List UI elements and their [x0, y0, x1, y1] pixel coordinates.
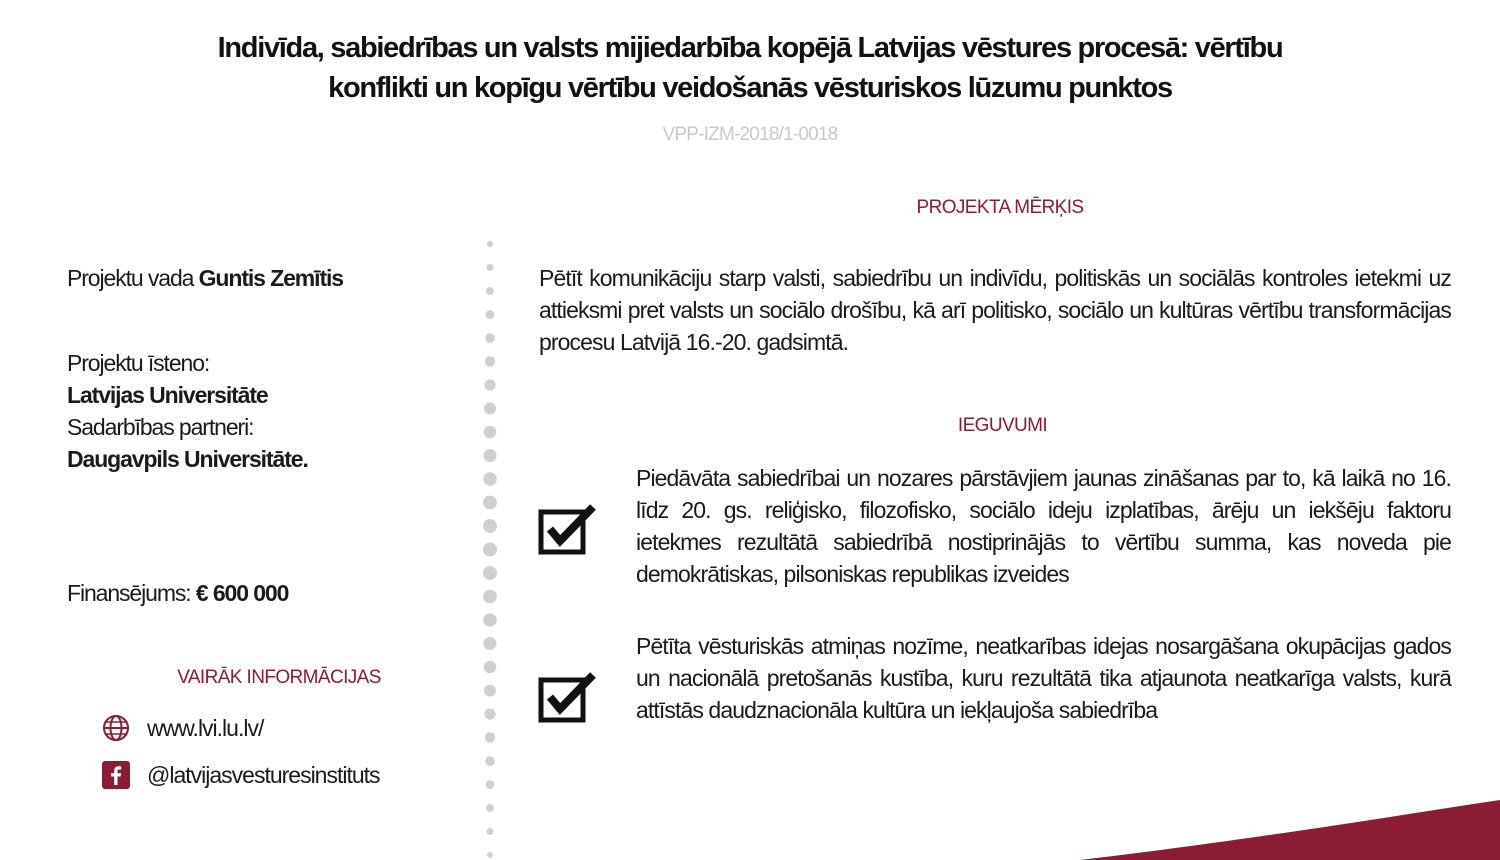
divider-dot: [483, 637, 496, 650]
divider-dot: [485, 333, 495, 343]
globe-icon: [100, 712, 132, 744]
dotted-divider: [483, 236, 497, 860]
project-leader: [67, 262, 343, 294]
goal-heading: PROJEKTA MĒRĶIS: [916, 197, 1084, 218]
funding-label: Finansējums:: [67, 580, 191, 606]
facebook-link[interactable]: [100, 759, 380, 791]
benefit-text-1: Piedāvāta sabiedrībai un nozares pārstāvjiem jaunas zināšanas par to, kā laikā no 16. līdz 20. gs. reliģisko, filozofisko, sociālo ideju izplatības, ārēju un iekšēju faktoru ietekmes rezultātā sabiedrībā nostiprinājās to vērtību summa, kas noveda pie demokrātiskas, pilsoniskas republikas izveides: [636, 465, 1451, 587]
divider-dot: [484, 403, 496, 415]
title-line-1: Indivīda, sabiedrības un valsts mijiedarbība kopējā Latvijas vēstures procesā: vērtību: [217, 32, 1283, 64]
implementer-label: Projektu īsteno:: [67, 350, 210, 376]
facebook-icon: [100, 759, 132, 791]
divider-dot: [486, 287, 494, 295]
divider-dot: [485, 756, 495, 766]
checkbox-checked-icon: [538, 670, 598, 726]
benefit-text-2: Pētīta vēsturiskās atmiņas nozīme, neatkarības idejas nosargāšana okupācijas gados un nacionālā pretošanās kustība, kuru rezultātā tika atjaunota neatkarīga valsts, kurā attīstās daudznacionāla kultūra un iekļaujoša sabiedrība: [636, 633, 1451, 723]
benefits-heading: IEGUVUMI: [957, 415, 1048, 436]
divider-dot: [483, 449, 496, 462]
leader-label: Projektu vada: [67, 265, 194, 291]
divider-dot: [483, 590, 497, 604]
divider-dot: [483, 613, 496, 626]
leader-name: Guntis Zemītis: [198, 265, 343, 291]
goal-text: Pētīt komunikāciju starp valsti, sabiedrību un indivīdu, politiskās un sociālās kontroles ietekmi uz attieksmi pret valsts un sociālo drošību, kā arī politisko, sociālo un kultūras vērtību transformācijas procesu Latvijā 16.-20. gadsimtā.: [539, 265, 1451, 355]
title-line-2: konflikti un kopīgu vērtību veidošanās vēsturiskos lūzumu punktos: [328, 72, 1172, 104]
page-title: [100, 28, 1400, 108]
more-info-heading: VAIRĀK INFORMĀCIJAS: [177, 667, 381, 688]
funding-value: € 600 000: [195, 580, 289, 606]
divider-dot: [485, 356, 496, 367]
project-implementer-block: [67, 347, 308, 475]
partners-label: Sadarbības partneri:: [67, 414, 254, 440]
funding: [67, 577, 288, 609]
divider-dot: [483, 519, 497, 533]
divider-dot: [483, 543, 497, 557]
checkbox-checked-icon: [538, 502, 598, 558]
divider-dot: [486, 780, 495, 789]
divider-dot: [483, 472, 496, 485]
divider-dot: [484, 708, 495, 719]
website-link[interactable]: [100, 712, 263, 744]
divider-dot: [484, 426, 497, 439]
divider-dot: [484, 685, 496, 697]
divider-dot: [483, 566, 497, 580]
project-code: VPP-IZM-2018/1-0018: [662, 124, 838, 145]
implementer-name: Latvijas Universitāte: [67, 382, 268, 408]
divider-dot: [487, 852, 493, 858]
divider-dot: [486, 804, 494, 812]
divider-dot: [484, 661, 497, 674]
website-link-text[interactable]: www.lvi.lu.lv/: [147, 714, 264, 741]
divider-dot: [485, 732, 496, 743]
divider-dot: [487, 828, 494, 835]
divider-dot: [484, 379, 495, 390]
divider-dot: [486, 310, 495, 319]
divider-dot: [487, 241, 493, 247]
divider-dot: [483, 496, 497, 510]
divider-dot: [487, 264, 494, 271]
partners-name: Daugavpils Universitāte.: [67, 446, 308, 472]
facebook-link-text[interactable]: @latvijasvesturesinstituts: [147, 761, 380, 788]
